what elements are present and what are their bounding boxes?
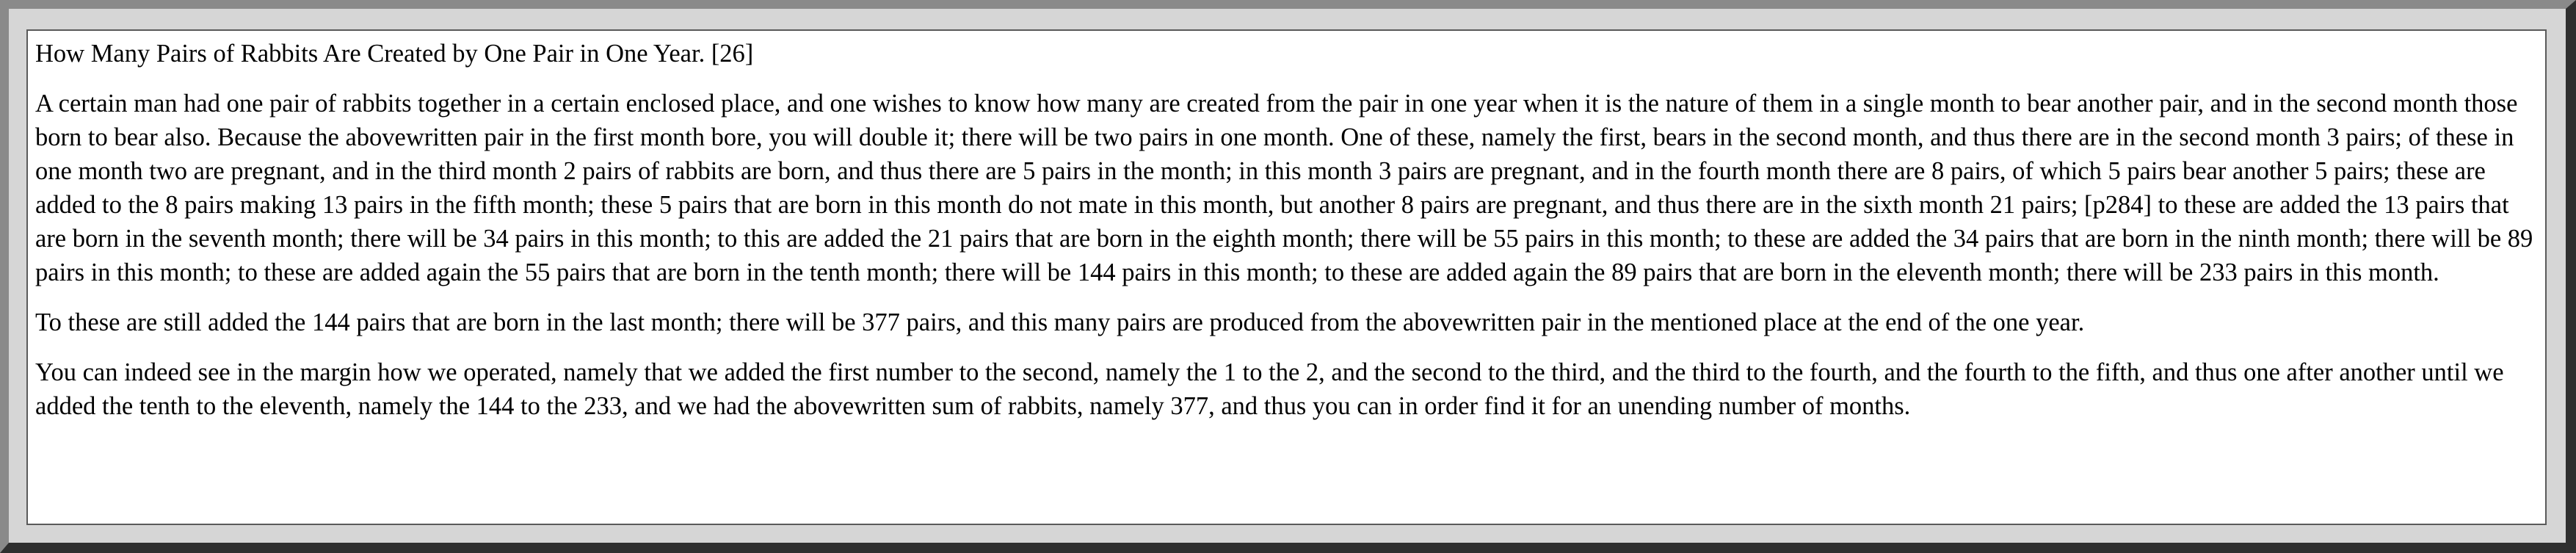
- document-text-panel: [26, 29, 2547, 525]
- paragraph-rabbit-problem: A certain man had one pair of rabbits together in a certain enclosed place, and one wishes to know how many are created from the pair in one year when it is the nature of them in a single month to bear another pair, and in the second month those born to bear also. Because the abovewritten pair in the first month bore, you will double it; there will be two pairs in one month. One of these, namely the first, bears in the second month, and thus there are in the second month 3 pairs; of these in one month two are pregnant, and in the third month 2 pairs of rabbits are born, and thus there are 5 pairs in the month; in this month 3 pairs are pregnant, and in the fourth month there are 8 pairs, of which 5 pairs bear another 5 pairs; these are added to the 8 pairs making 13 pairs in the fifth month; these 5 pairs that are born in this month do not mate in this month, but another 8 pairs are pregnant, and thus there are in the sixth month 21 pairs; [p284] to these are added the 13 pairs that are born in the seventh month; there will be 34 pairs in this month; to this are added the 21 pairs that are born in the eighth month; there will be 55 pairs in this month; to these are added the 34 pairs that are born in the ninth month; there will be 89 pairs in this month; to these are added again the 55 pairs that are born in the tenth month; there will be 144 pairs in this month; to these are added again the 89 pairs that are born in the eleventh month; there will be 233 pairs in this month.: [35, 90, 2533, 286]
- paragraph-last-month: To these are still added the 144 pairs that are born in the last month; there will be 377 pairs, and this many pairs are produced from the abovewritten pair in the mentioned place at the end of the one year.: [35, 308, 2085, 336]
- paragraph-margin-method: You can indeed see in the margin how we operated, namely that we added the first number to the second, namely the 1 to the 2, and the second to the third, and the third to the fourth, and the fourth to the fifth, and thus one after another until we added the tenth to the eleventh, namely the 144 to the 233, and we had the abovewritten sum of rabbits, namely 377, and thus you can in order find it for an unending number of months.: [35, 358, 2504, 420]
- document-title: How Many Pairs of Rabbits Are Created by One Pair in One Year. [26]: [35, 40, 754, 68]
